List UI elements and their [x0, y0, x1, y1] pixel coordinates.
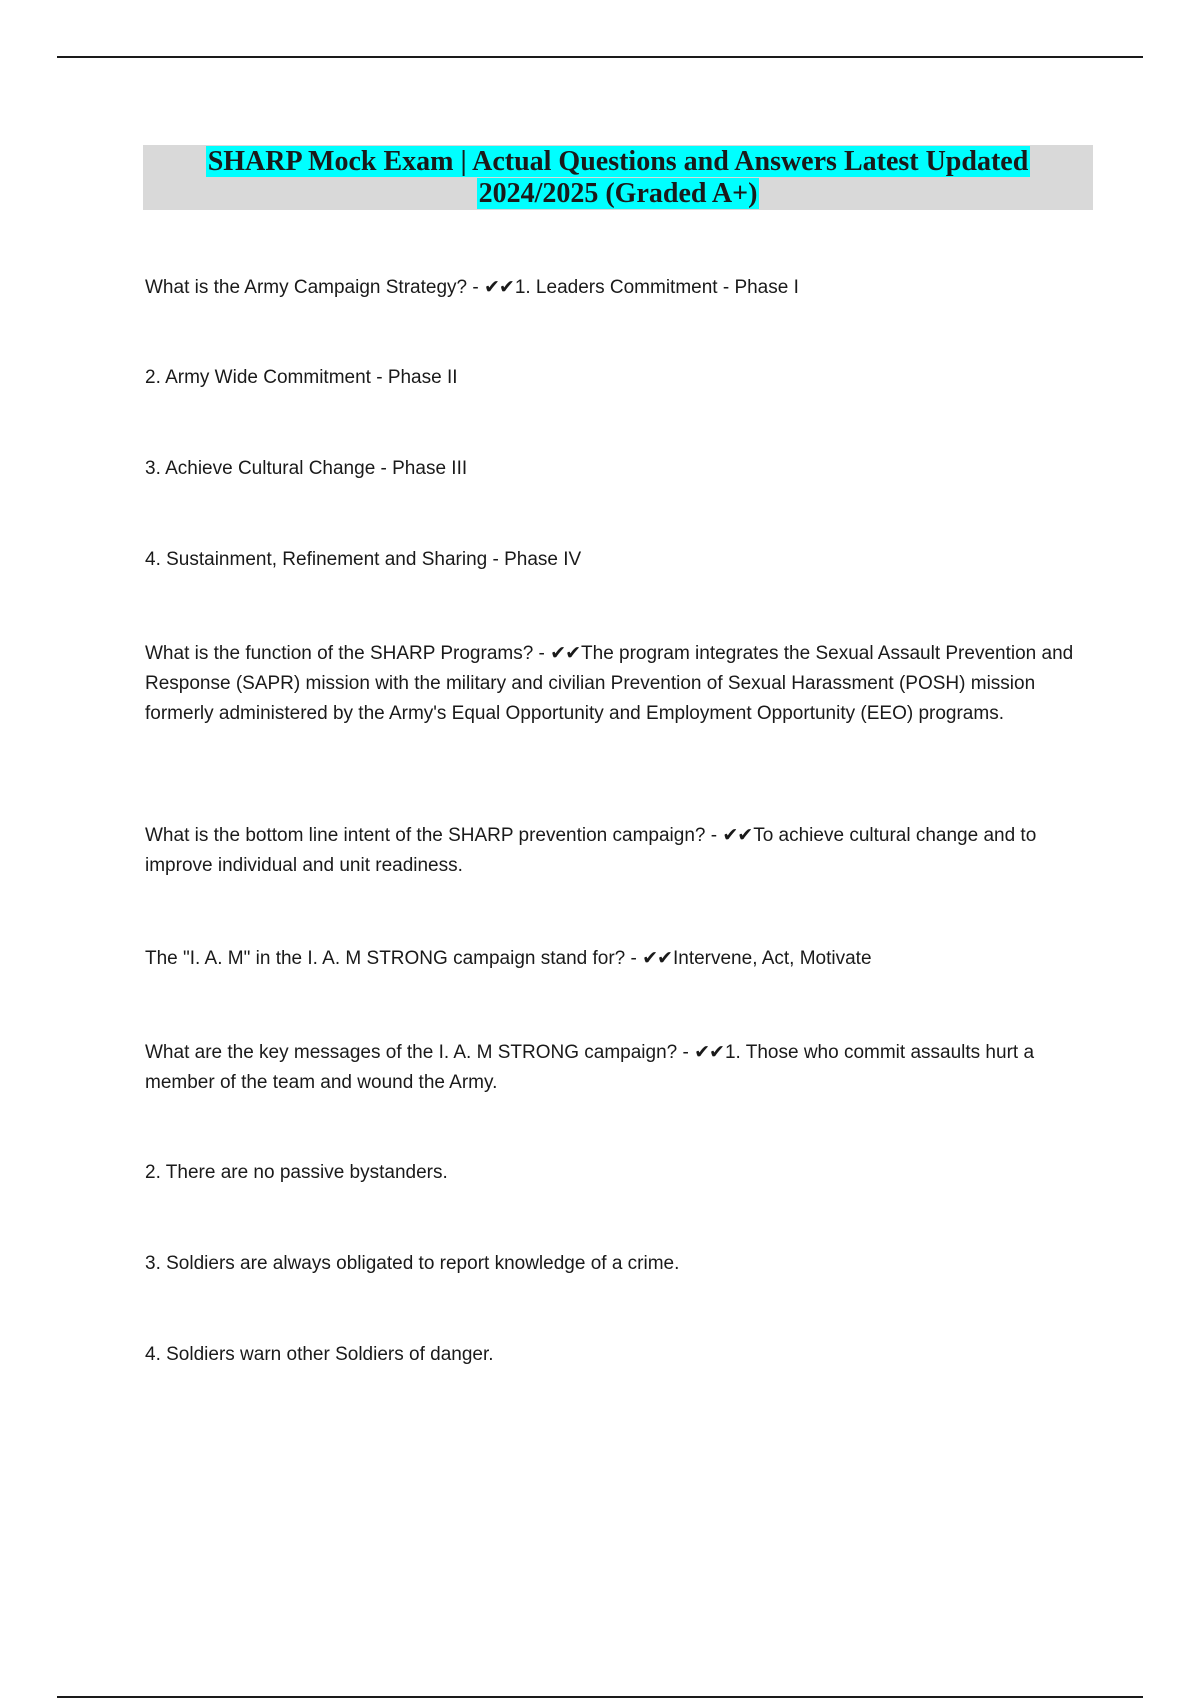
qa-item-campaign-strategy: [145, 272, 1085, 303]
question-text: What is the bottom line intent of the SHARP prevention campaign? -: [145, 825, 723, 846]
title-line-2: 2024/2025 (Graded A+): [478, 177, 758, 209]
question-text: What are the key messages of the I. A. M STRONG campaign? -: [145, 1042, 695, 1063]
header-rule: [57, 56, 1143, 58]
qa-item-iam-meaning: [145, 943, 1085, 974]
list-item: 2. There are no passive bystanders.: [145, 1162, 448, 1183]
double-check-icon: ✔✔: [642, 947, 672, 969]
question-text: What is the Army Campaign Strategy? -: [145, 277, 484, 298]
list-item: 4. Sustainment, Refinement and Sharing - Phase IV: [145, 549, 582, 570]
double-check-icon: ✔✔: [694, 1041, 724, 1063]
answer-text: The program integrates the Sexual Assault Prevention and Response (SAPR) mission with the military and civilian Prevention of Sexual Harassment (POSH) mission formerly administered by the Army's Equal Opportunity and Employment Opportunity (EEO) programs.: [145, 643, 1074, 724]
double-check-icon: ✔✔: [483, 276, 514, 298]
list-item: 3. Soldiers are always obligated to report knowledge of a crime.: [145, 1253, 680, 1274]
question-text: The "I. A. M" in the I. A. M STRONG campaign stand for? -: [145, 948, 643, 969]
list-item: 2. Army Wide Commitment - Phase II: [145, 367, 458, 388]
answer-text: 1. Those who commit assaults hurt a member of the team and wound the Army.: [145, 1042, 1035, 1093]
footer-rule: [57, 1696, 1143, 1698]
document-title: [206, 146, 1031, 210]
question-text: What is the function of the SHARP Programs? -: [145, 643, 551, 664]
answer-text: To achieve cultural change and to improve individual and unit readiness.: [145, 825, 1037, 876]
qa-item-key-messages: [145, 1037, 1085, 1098]
list-item: 3. Achieve Cultural Change - Phase III: [145, 458, 468, 479]
document-title-box: [143, 145, 1093, 210]
answer-text: Intervene, Act, Motivate: [672, 948, 872, 969]
title-line-1: SHARP Mock Exam | Actual Questions and Answers Latest Updated: [207, 145, 1029, 177]
double-check-icon: ✔✔: [550, 642, 581, 664]
qa-item-bottom-line-intent: [145, 820, 1085, 881]
double-check-icon: ✔✔: [722, 824, 753, 846]
list-item: 4. Soldiers warn other Soldiers of danger.: [145, 1344, 494, 1365]
qa-item-sharp-function: [145, 638, 1085, 729]
answer-text: 1. Leaders Commitment - Phase I: [514, 277, 799, 298]
